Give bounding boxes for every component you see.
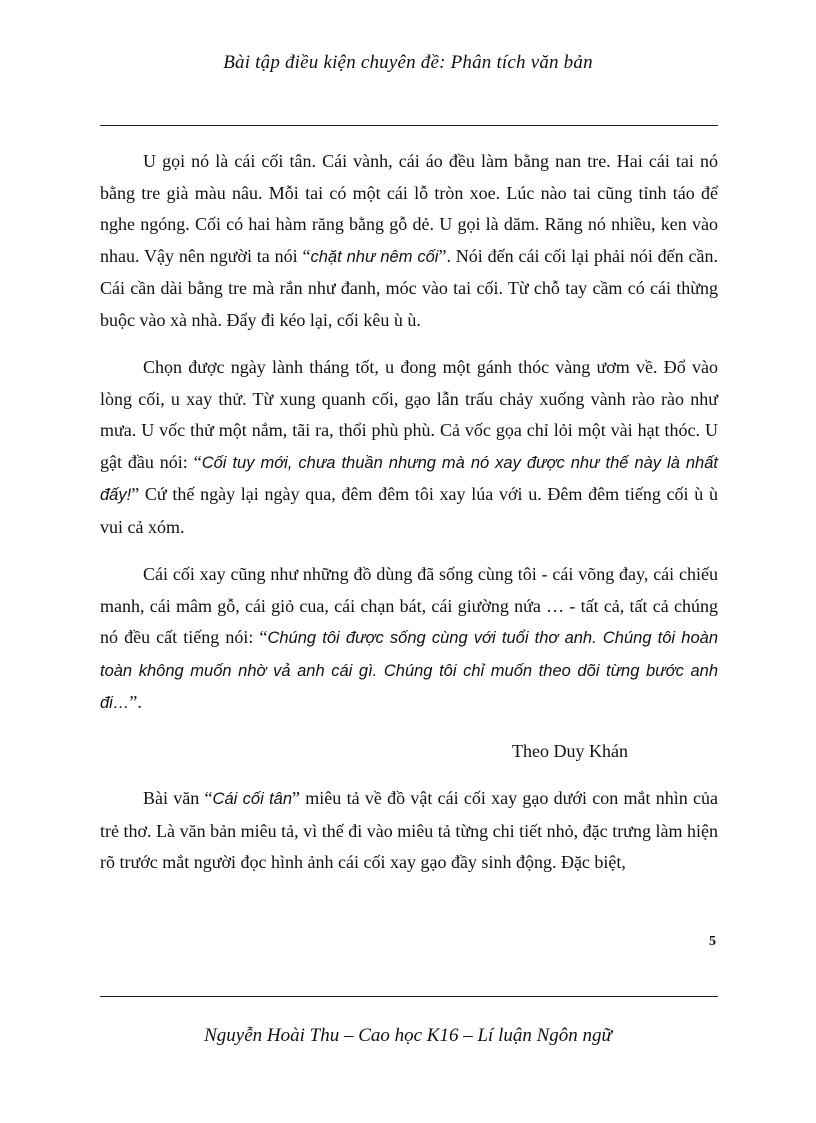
document-body: [100, 146, 718, 879]
page-footer: Nguyễn Hoài Thu – Cao học K16 – Lí luận Ngôn ngữ: [204, 1025, 612, 1046]
page-number: 5: [709, 934, 716, 949]
paragraph-4-text-a: Bài văn “: [143, 788, 213, 808]
paragraph-1: [100, 146, 718, 336]
paragraph-3-text-b: ”.: [129, 692, 142, 712]
paragraph-4-text-b: ” miêu tả về đồ vật cái cối xay gạo dưới con mắt nhìn của trẻ thơ. Là văn bản miêu tả, vì thế đi vào miêu tả từng chi tiết nhỏ, đặc trưng làm hiện rõ trước mắt người đọc hình ảnh cái cối xay gạo đầy sinh động. Đặc biệt,: [100, 788, 718, 872]
paragraph-2: [100, 352, 718, 543]
paragraph-1-text-b: ”. Nói đến cái cối lại phải nói đến cần. Cái cần dài bằng tre mà rắn như đanh, móc vào tai cối. Từ chỗ tay cầm có cái thừng buộc vào xà nhà. Đẩy đi kéo lại, cối kêu ù ù.: [100, 245, 718, 330]
paragraph-3-text-a: Cái cối xay cũng như những đồ dùng đã sống cùng tôi - cái võng đay, cái chiếu manh, cái mâm gỗ, cái giỏ cua, cái chạn bát, cái giường nứa … - tất cả, tất cả chúng nó đều cất tiếng nói: “: [100, 564, 718, 647]
paragraph-2-quote: Cối tuy mới, chưa thuần nhưng mà nó xay được như thế này là nhất đấy!: [100, 453, 718, 504]
source-attribution: Theo Duy Khán: [512, 740, 628, 761]
paragraph-3: [100, 559, 718, 720]
paragraph-1-quote: chặt như nêm cối: [310, 247, 439, 266]
paragraph-4: [100, 783, 718, 879]
footer-divider: [100, 996, 718, 997]
header-divider: [100, 125, 718, 126]
paragraph-2-text-a: Chọn được ngày lành tháng tốt, u đong một gánh thóc vàng ươm về. Đổ vào lòng cối, u xay thử. Từ xung quanh cối, gạo lẫn trấu chảy xuống vành rào rào như mưa. U vốc thử một nắm, tãi ra, thổi phù phù. Cả vốc gọa chỉ lỏi một vài hạt thóc. U gật đầu nói: “: [100, 357, 718, 472]
paragraph-3-quote: Chúng tôi được sống cùng với tuổi thơ anh. Chúng tôi hoàn toàn không muốn nhờ vả anh cái gì. Chúng tôi chỉ muốn theo dõi từng bước anh đi…: [100, 629, 718, 712]
paragraph-1-text-a: U gọi nó là cái cối tân. Cái vành, cái áo đều làm bằng nan tre. Hai cái tai nó bằng tre già màu nâu. Mỗi tai có một cái lỗ tròn xoe. Lúc nào tai cũng tỉnh táo để nghe ngóng. Cối có hai hàm răng bằng gỗ dẻ. U gọi là dăm. Răng nó nhiều, ken vào nhau. Vậy nên người ta nói “: [100, 151, 718, 266]
paragraph-4-quote: Cái cối tân: [212, 790, 293, 808]
paragraph-2-text-b: ” Cứ thế ngày lại ngày qua, đêm đêm tôi xay lúa với u. Đêm đêm tiếng cối ù ù vui cả xóm.: [100, 484, 718, 537]
page-header: Bài tập điều kiện chuyên đề: Phân tích văn bản: [223, 52, 593, 73]
